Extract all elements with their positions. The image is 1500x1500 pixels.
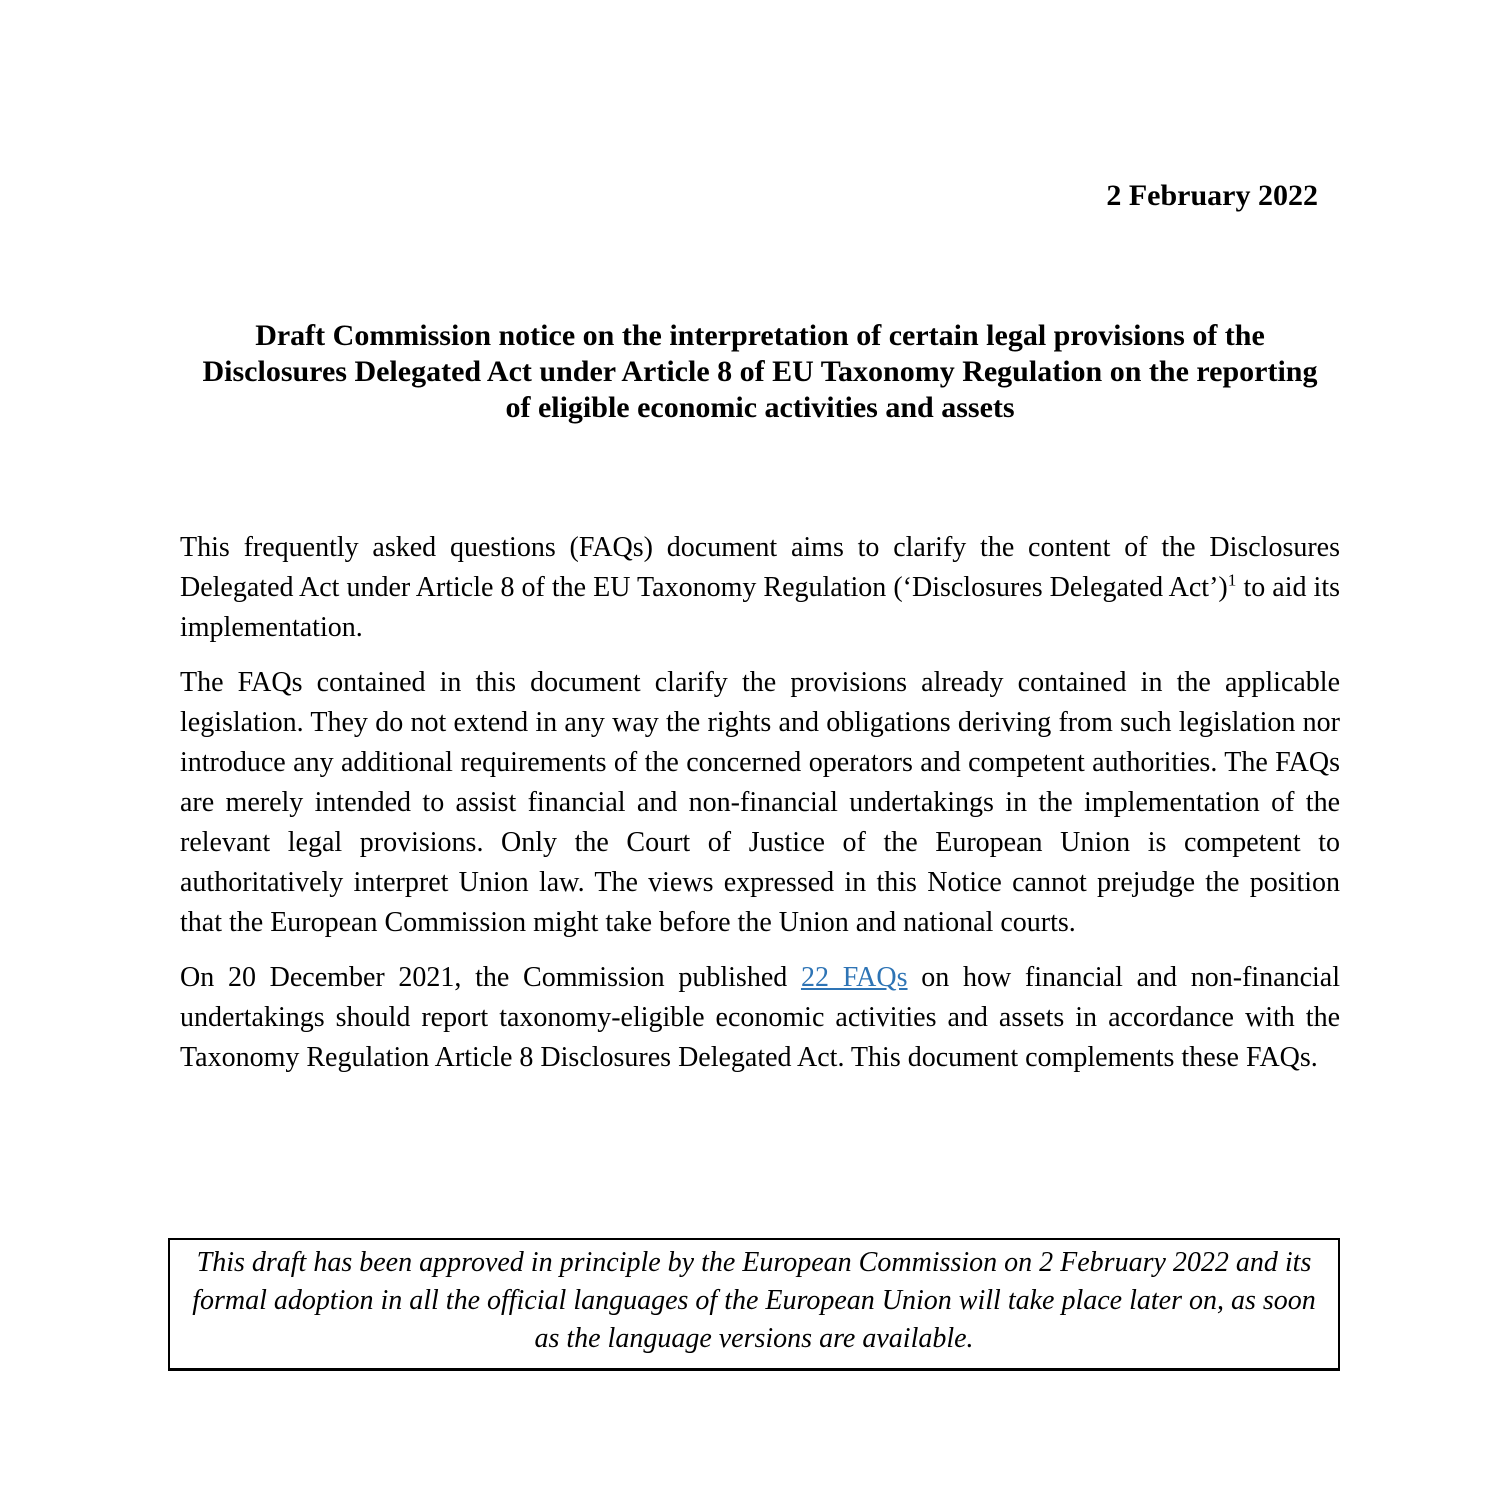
text-run: to aid its implementation. <box>180 572 1340 643</box>
faqs-link[interactable]: 22 FAQs <box>800 962 908 993</box>
document-date: 2 February 2022 <box>1106 179 1318 212</box>
document-title-line: Disclosures Delegated Act under Article 8 of EU Taxonomy Regulation on the reporting <box>202 355 1318 388</box>
paragraph-2 <box>180 663 1340 943</box>
paragraph-3 <box>180 958 1340 1078</box>
document-title-line: of eligible economic activities and assets <box>505 391 1015 424</box>
footnote-ref: 1 <box>1227 570 1237 590</box>
document-title <box>180 318 1340 426</box>
paragraph-1 <box>180 528 1340 648</box>
text-run: on how financial and non-financial undertakings should report taxonomy-eligible economic activities and assets in accordance with the Taxonomy Regulation Article 8 Disclosures Delegated Act. This document complements these FAQs. <box>180 962 1340 1073</box>
text-run: The FAQs contained in this document clarify the provisions already contained in the applicable legislation. They do not extend in any way the rights and obligations deriving from such legislation nor introduce any additional requirements of the concerned operators and competent authorities. The FAQs are merely intended to assist financial and non-financial undertakings in the implementation of the relevant legal provisions. Only the Court of Justice of the European Union is competent to authoritatively interpret Union law. The views expressed in this Notice cannot prejudge the position that the European Commission might take before the Union and national courts. <box>180 667 1340 938</box>
approval-notice-box <box>168 1238 1340 1371</box>
text-run: This frequently asked questions (FAQs) document aims to clarify the content of the Disclosures Delegated Act under Article 8 of the EU Taxonomy Regulation (‘Disclosures Delegated Act’) <box>180 532 1340 603</box>
approval-notice-text: This draft has been approved in principle by the European Commission on 2 February 2022 and its formal adoption in all the official languages of the European Union will take place later on, as soon as the language versions are available. <box>192 1247 1316 1354</box>
document-body <box>180 528 1340 1078</box>
document-title-line: Draft Commission notice on the interpretation of certain legal provisions of the <box>255 319 1265 352</box>
text-run: On 20 December 2021, the Commission published <box>180 962 801 993</box>
